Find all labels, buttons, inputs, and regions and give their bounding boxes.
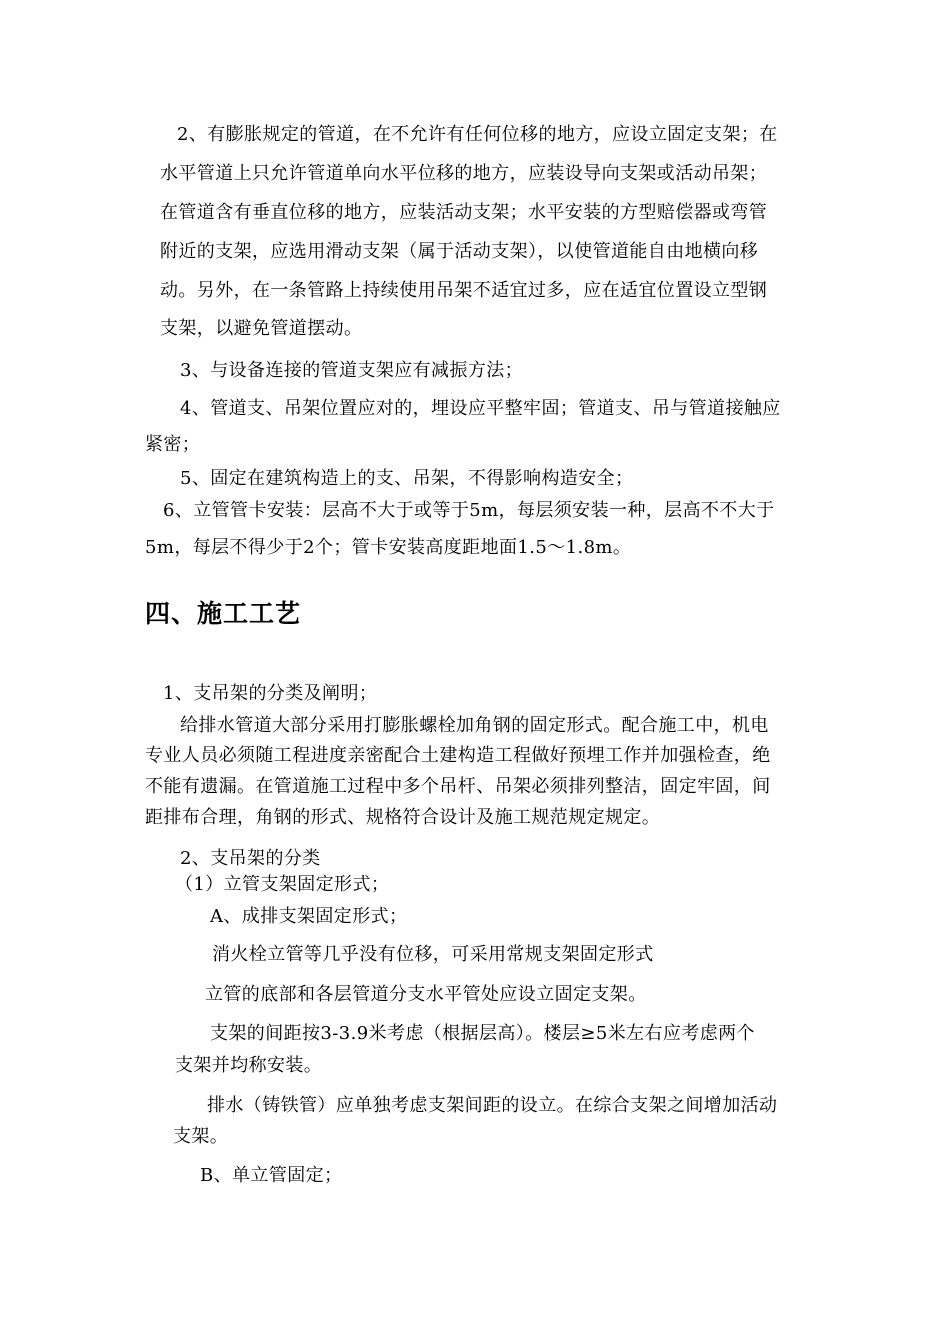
item4-line-1: 4、管道支、吊架位置应对的，埋设应平整牢固；管道支、吊与管道接触应 [180,398,781,419]
spacing-line-1: 支架的间距按3-3.9米考虑（根据层高）。楼层≥5米左右应考虑两个 [210,1023,755,1044]
drain-line-2: 支架。 [173,1126,229,1147]
item6-line-1: 6、立管管卡安装：层高不大于或等于5m，每层须安装一种，层高不不大于 [163,500,775,521]
item2-line-1: 2、有膨胀规定的管道，在不允许有任何位移的地方，应设立固定支架；在 [177,124,778,145]
item2-line-3: 在管道含有垂直位移的地方，应装活动支架；水平安装的方型赔偿器或弯管 [160,202,768,223]
item6-line-2: 5m，每层不得少于2个；管卡安装高度距地面1.5～1.8m。 [145,537,632,558]
item2-line-5: 动。另外，在一条管路上持续使用吊架不适宜过多，应在适宜位置设立型钢 [160,280,768,301]
sub2-title: 2、支吊架的分类 [180,848,321,869]
sub2-B-title: B、单立管固定； [200,1165,343,1186]
sub1-body-line-1: 给排水管道大部分采用打膨胀螺栓加角钢的固定形式。配合施工中，机电 [180,715,769,736]
sub1-body-line-2: 专业人员必须随工程进度亲密配合土建构造工程做好预埋工作并加强检查，绝 [145,745,771,766]
item2-line-2: 水平管道上只允许管道单向水平位移的地方，应装设导向支架或活动吊架； [160,163,768,184]
spacing-line-2: 支架并均称安装。 [175,1055,323,1076]
sub1-body-line-4: 距排布合理，角钢的形式、规格符合设计及施工规范规定规定。 [145,807,661,828]
item4-line-2: 紧密； [145,434,201,455]
fire-hydrant-paragraph: 消火栓立管等几乎没有位移，可采用常规支架固定形式 [212,944,654,965]
item5-line: 5、固定在建筑构造上的支、吊架，不得影响构造安全； [180,468,634,489]
riser-bottom-paragraph: 立管的底部和各层管道分支水平管处应设立固定支架。 [205,984,647,1005]
item3-line: 3、与设备连接的管道支架应有减振方法； [180,360,524,381]
sub2-A-title: A、成排支架固定形式； [210,906,408,927]
sub2-1-title: （1）立管支架固定形式； [175,874,390,895]
item2-line-6: 支架，以避免管道摆动。 [160,318,363,339]
sub1-title: 1、支吊架的分类及阐明； [163,683,378,704]
sub1-body-line-3: 不能有遗漏。在管道施工过程中多个吊杆、吊架必须排列整洁，固定牢固，间 [145,776,771,797]
section-heading: 四、施工工艺 [145,599,302,628]
drain-line-1: 排水（铸铁管）应单独考虑支架间距的设立。在综合支架之间增加活动 [207,1095,778,1116]
item2-line-4: 附近的支架，应选用滑动支架（属于活动支架），以使管道能自由地横向移 [160,241,759,262]
